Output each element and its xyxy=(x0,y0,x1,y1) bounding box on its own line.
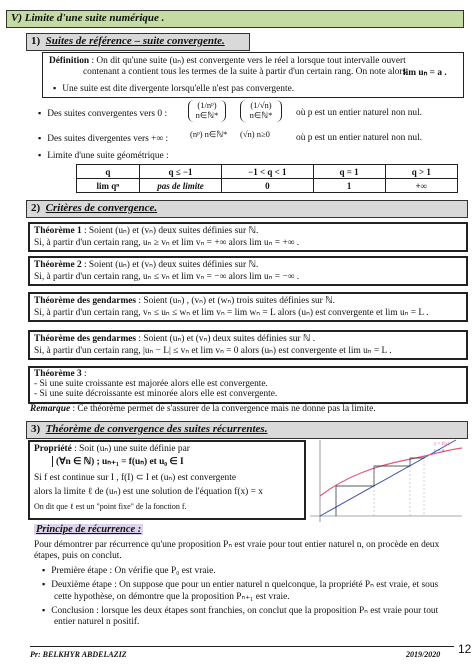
footer-author: Pr: BELKHYR ABDELAZIZ xyxy=(30,650,127,659)
subsection-3-title: Théorème de convergence des suites récurrentes. xyxy=(45,423,268,435)
ref-formula-1: (1/nᵖ) n∈ℕ* xyxy=(188,100,226,122)
ref-convergent: ▪ Des suites convergentes vers 0 : xyxy=(38,108,167,119)
cobweb-graph xyxy=(306,436,466,524)
theorem-2-box: Théorème 2 : Soient (uₙ) et (vₙ) deux suites définies sur ℕ. Si, à partir d'un certain rang, uₙ ≤ vₙ et lim vₙ = −∞ alors lim uₙ = −∞ . xyxy=(28,256,468,286)
subsection-3-header: 3) Théorème de convergence des suites récurrentes. xyxy=(26,421,468,439)
remark: Remarque : Ce théorème permet de s'assurer de la convergence mais ne donne pas la limite. xyxy=(30,404,376,414)
ref-formula-3: (nᵖ) n∈ℕ* xyxy=(190,129,228,139)
theorem-gendarmes-2-box: Théorème des gendarmes : Soient (uₙ) et (vₙ) deux suites définies sur ℕ . Si, à partir d'un certain rang, |uₙ − L| ≤ vₙ et lim vₙ = 0 alors (uₙ) est convergente et lim uₙ = L . xyxy=(28,330,468,360)
step-2: ▪ Deuxième étape : On suppose que pour un entier naturel n quelconque, la propriété Pₙ est vraie, et sous xyxy=(42,579,438,590)
section-header xyxy=(6,10,464,28)
page-number: 12 xyxy=(458,642,472,656)
geometric-limit-table xyxy=(76,164,458,193)
footer-year: 2019/2020 xyxy=(406,650,441,659)
ref-divergent: ▪ Des suites divergentes vers +∞ : xyxy=(38,133,168,144)
table-row: q q ≤ −1 −1 < q < 1 q = 1 q > 1 xyxy=(77,165,458,179)
subsection-2-title: Critères de convergence. xyxy=(45,202,158,214)
definition-box: Définition : On dit qu'une suite (uₙ) est convergente vers le réel a lorsque tout intervalle ouvert contenant a contient tous les termes de la suite à partir d'un certain rang. On note alors lim uₙ = a . ▪ Une suite est dite divergente lorsqu'elle n'est pas convergente. xyxy=(42,52,464,98)
line-legend: y = x xyxy=(434,449,445,454)
subsection-2-header: 2) Critères de convergence. xyxy=(26,200,468,218)
subsection-1-title: Suites de référence – suite convergente. xyxy=(45,35,225,47)
theorem-gendarmes-box: Théorème des gendarmes : Soient (uₙ) , (vₙ) et (wₙ) trois suites définies sur ℕ. Si, à partir d'un certain rang, vₙ ≤ uₙ ≤ wₙ et lim vₙ = lim wₙ = L alors (uₙ) est convergente et lim uₙ = L . xyxy=(28,292,468,322)
theorem-3-box: Théorème 3 : - Si une suite croissante est majorée alors elle est convergente. - Si une suite décroissante est minorée alors elle est convergente. xyxy=(28,366,468,404)
step-1: ▪ Première étape : On vérifie que P₀ est vraie. xyxy=(42,565,216,576)
recurrence-system: (∀n ∈ ℕ) ; uₙ₊₁ = f(uₙ) et u₀ ∈ I xyxy=(52,456,184,467)
subsection-1-header: 1) Suites de référence – suite convergente. xyxy=(26,33,250,51)
recurrence-title: Principe de récurrence : xyxy=(36,524,142,535)
curve-legend: y = f(x) xyxy=(434,442,450,447)
ref-formula-2: (1/√n) n∈ℕ* xyxy=(240,100,282,122)
guide-lines xyxy=(374,456,424,516)
footer-rule xyxy=(30,646,454,647)
ref-geometric: ▪ Limite d'une suite géométrique : xyxy=(38,150,169,161)
theorem-1-box: Théorème 1 : Soient (uₙ) et (vₙ) deux suites définies sur ℕ. Si, à partir d'un certain rang, uₙ ≥ vₙ et lim vₙ = +∞ alors lim uₙ = +∞ . xyxy=(28,222,468,252)
limit-formula: lim uₙ = a . xyxy=(403,68,447,78)
table-row: lim qⁿ pas de limite 0 1 +∞ xyxy=(77,179,458,193)
property-box: Propriété : Soit (uₙ) une suite définie par (∀n ∈ ℕ) ; uₙ₊₁ = f(uₙ) et u₀ ∈ I Si f est continue sur I , f(I) ⊂ I et (uₙ) est convergente alors la limite ℓ de (uₙ) est une solution de l'équation f(x) = x On dit que ℓ est un "point fixe" de la fonction f. xyxy=(28,440,306,520)
step-3: ▪ Conclusion : lorsque les deux étapes sont franchies, on conclut que la proposition Pₙ est vraie pour tout xyxy=(42,605,438,616)
section-title: V) Limite d'une suite numérique . xyxy=(11,12,165,24)
ref-formula-4: (√n) n≥0 xyxy=(240,129,270,139)
function-curve xyxy=(320,448,462,496)
